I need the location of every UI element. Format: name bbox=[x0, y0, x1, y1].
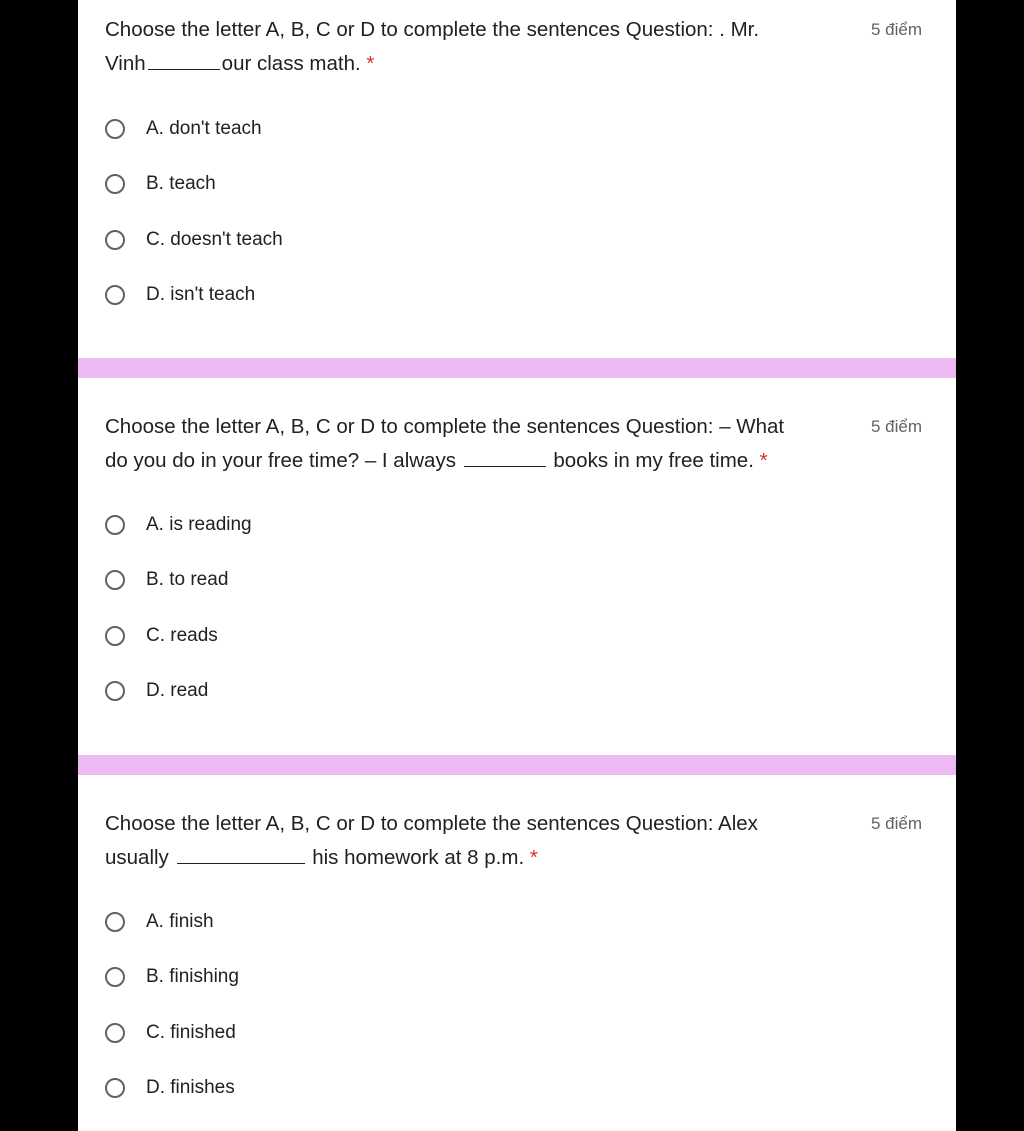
radio-button[interactable] bbox=[105, 912, 125, 932]
option-label: A. don't teach bbox=[146, 118, 262, 139]
radio-button[interactable] bbox=[105, 230, 125, 250]
option-a[interactable] bbox=[105, 113, 262, 145]
option-d[interactable] bbox=[105, 279, 255, 311]
radio-button[interactable] bbox=[105, 570, 125, 590]
radio-button[interactable] bbox=[105, 1023, 125, 1043]
radio-button[interactable] bbox=[105, 967, 125, 987]
question-card-3 bbox=[78, 775, 956, 1131]
question-line-2-end: books in my free time. bbox=[553, 449, 754, 472]
required-asterisk: * bbox=[366, 52, 375, 75]
option-label: B. finishing bbox=[146, 966, 239, 987]
option-b[interactable] bbox=[105, 961, 239, 993]
option-label: B. to read bbox=[146, 569, 229, 590]
required-asterisk: * bbox=[529, 846, 538, 869]
required-asterisk: * bbox=[759, 449, 768, 472]
question-line-2-start: usually bbox=[105, 846, 169, 869]
radio-button[interactable] bbox=[105, 1078, 125, 1098]
question-line-1: Choose the letter A, B, C or D to complete the sentences Question: – What bbox=[105, 415, 785, 438]
answer-blank bbox=[464, 444, 546, 467]
question-text bbox=[105, 410, 865, 478]
option-label: A. is reading bbox=[146, 514, 252, 535]
option-label: C. finished bbox=[146, 1022, 236, 1043]
answer-blank bbox=[148, 47, 220, 70]
question-text bbox=[105, 13, 865, 81]
question-line-2-start: Vinh bbox=[105, 52, 146, 75]
option-label: A. finish bbox=[146, 911, 214, 932]
option-label: D. isn't teach bbox=[146, 284, 256, 305]
option-b[interactable] bbox=[105, 564, 228, 596]
question-card-2 bbox=[78, 378, 956, 755]
option-label: D. read bbox=[146, 680, 209, 701]
option-label: C. doesn't teach bbox=[146, 229, 283, 250]
question-line-2-start: do you do in your free time? – I always bbox=[105, 449, 456, 472]
option-a[interactable] bbox=[105, 509, 252, 541]
section-divider bbox=[78, 358, 956, 378]
question-line-2-end: his homework at 8 p.m. bbox=[312, 846, 525, 869]
option-c[interactable] bbox=[105, 620, 218, 652]
answer-blank bbox=[177, 841, 305, 864]
radio-button[interactable] bbox=[105, 515, 125, 535]
points-label: 5 điểm bbox=[871, 417, 923, 436]
option-label: C. reads bbox=[146, 625, 218, 646]
section-divider bbox=[78, 755, 956, 775]
option-d[interactable] bbox=[105, 1072, 235, 1104]
radio-button[interactable] bbox=[105, 285, 125, 305]
question-card-1 bbox=[78, 0, 956, 358]
radio-button[interactable] bbox=[105, 119, 125, 139]
option-label: B. teach bbox=[146, 173, 216, 194]
option-label: D. finishes bbox=[146, 1077, 235, 1098]
option-d[interactable] bbox=[105, 675, 208, 707]
form-sheet bbox=[78, 0, 956, 1131]
question-line-1: Choose the letter A, B, C or D to complete the sentences Question: Alex bbox=[105, 812, 758, 835]
option-b[interactable] bbox=[105, 168, 216, 200]
question-text bbox=[105, 807, 865, 875]
option-c[interactable] bbox=[105, 1017, 236, 1049]
question-line-2-end: our class math. bbox=[221, 52, 361, 75]
radio-button[interactable] bbox=[105, 626, 125, 646]
question-line-1: Choose the letter A, B, C or D to complete the sentences Question: . Mr. bbox=[105, 18, 760, 41]
radio-button[interactable] bbox=[105, 174, 125, 194]
option-c[interactable] bbox=[105, 224, 283, 256]
option-a[interactable] bbox=[105, 906, 214, 938]
points-label: 5 điểm bbox=[871, 20, 923, 39]
points-label: 5 điểm bbox=[871, 814, 923, 833]
radio-button[interactable] bbox=[105, 681, 125, 701]
